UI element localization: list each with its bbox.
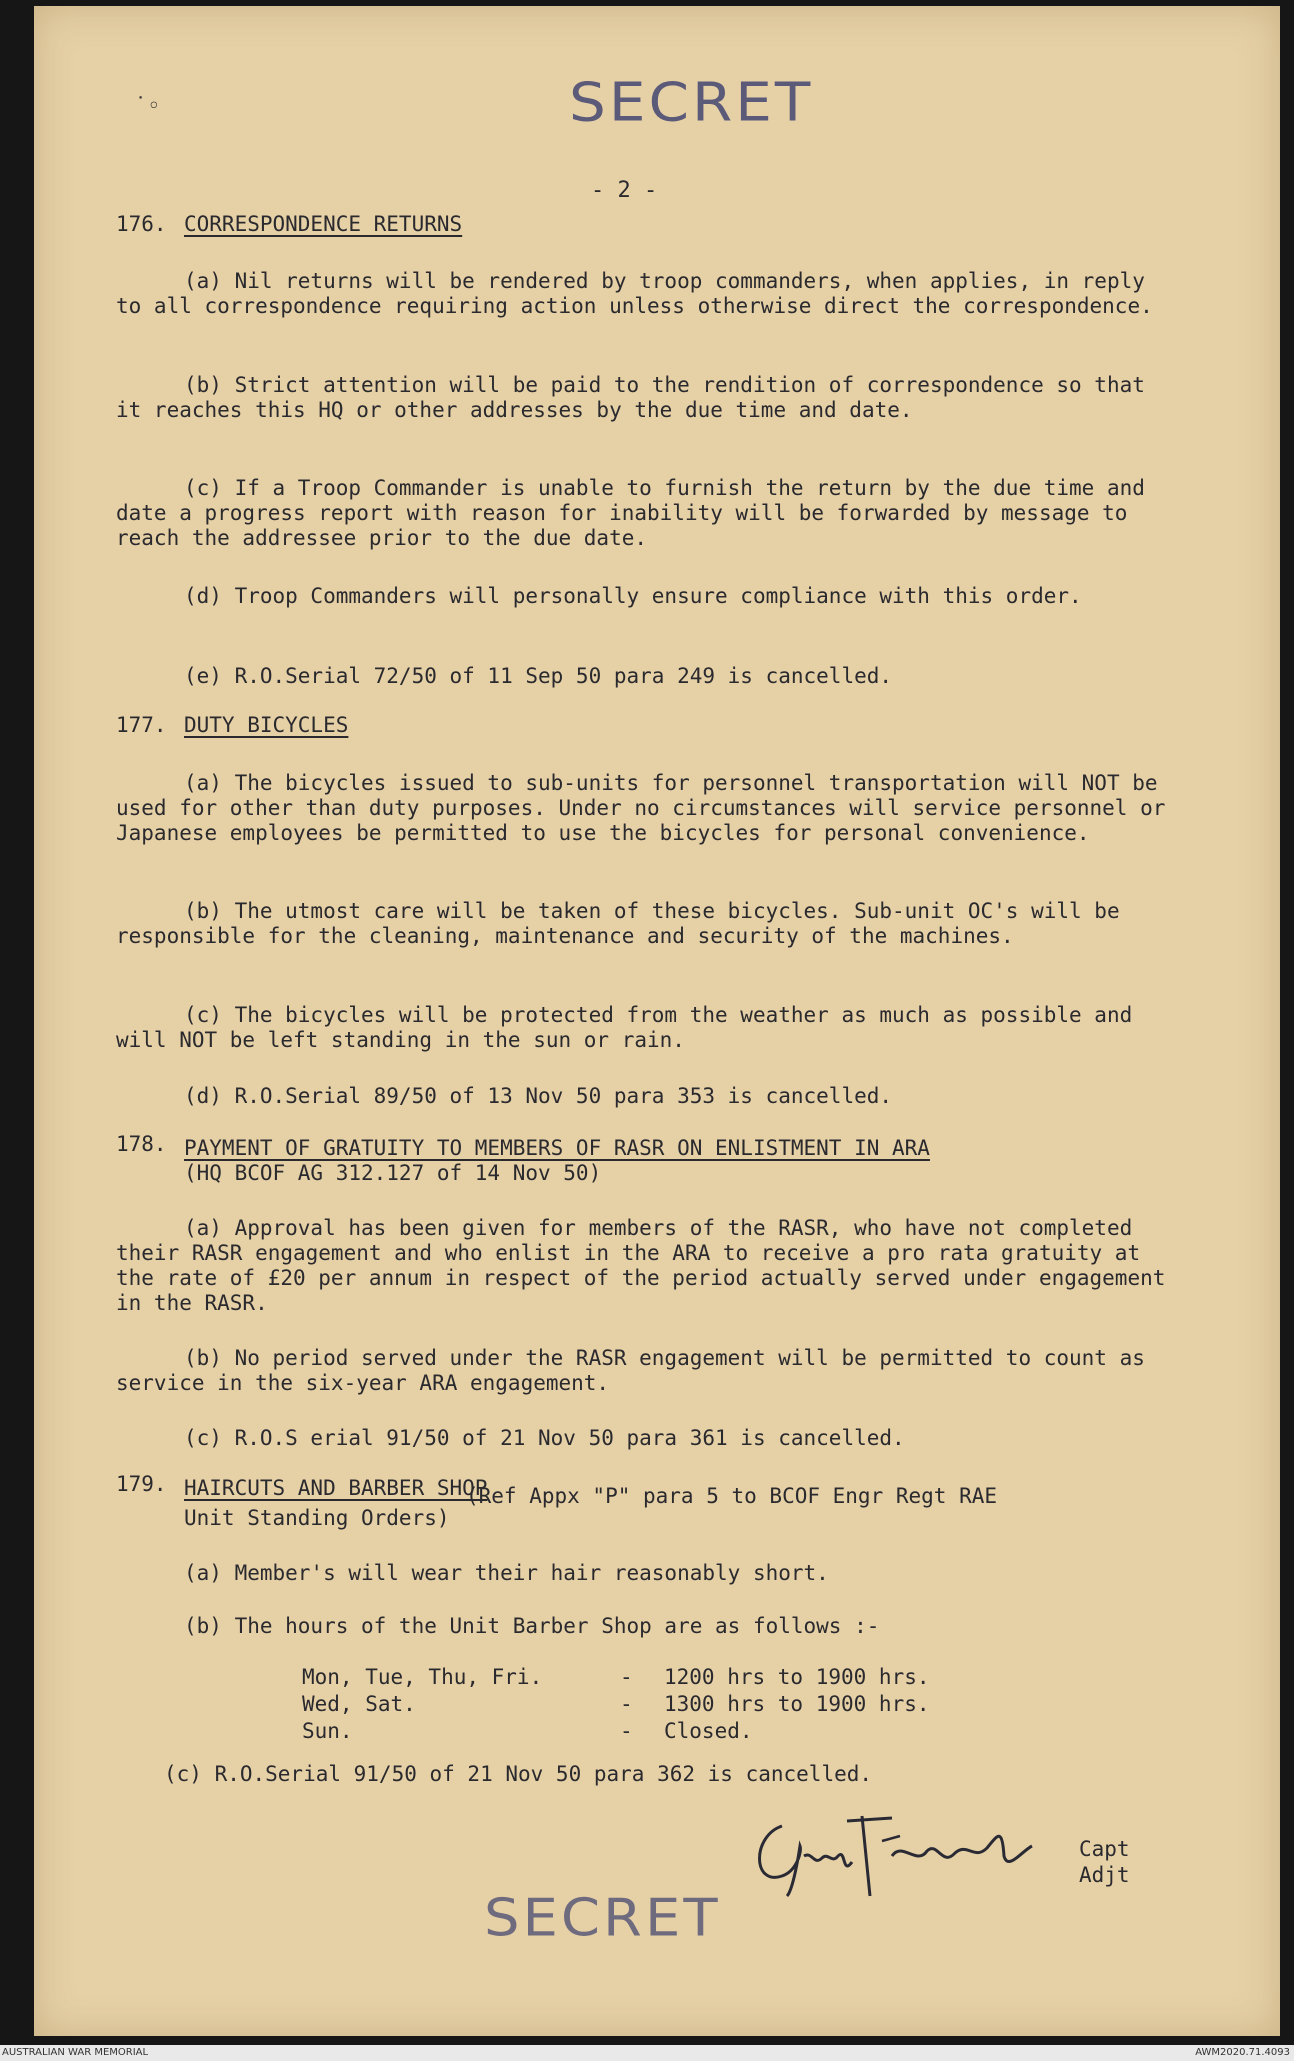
- section-179-number: 179.: [116, 1472, 167, 1496]
- section-177-para-a: (a) The bicycles issued to sub-units for personnel transportation will NOT be used for other than duty purposes. Under no circumstances will service personnel or Japanese employees be permitted to use the bicycles for personal convenience.: [116, 771, 1166, 845]
- section-176-number: 176.: [116, 212, 167, 236]
- barber-hours-days: Sun.: [302, 1719, 353, 1743]
- ink-mark: ˙◦: [134, 94, 161, 119]
- barber-hours-time: 1200 hrs to 1900 hrs.: [664, 1665, 930, 1689]
- signature-rank: [1079, 1836, 1130, 1888]
- footer-catalogue-id: AWM2020.71.4093: [1195, 2047, 1290, 2058]
- section-178-number: 178.: [116, 1132, 167, 1156]
- section-177-number: 177.: [116, 713, 167, 737]
- barber-hours-time: 1300 hrs to 1900 hrs.: [664, 1692, 930, 1716]
- section-176-para-e: (e) R.O.Serial 72/50 of 11 Sep 50 para 249 is cancelled.: [184, 664, 893, 688]
- signature-role-adjt: Adjt: [1079, 1863, 1130, 1887]
- section-178-title: PAYMENT OF GRATUITY TO MEMBERS OF RASR ON ENLISTMENT IN ARA: [184, 1136, 930, 1160]
- section-177-para-b: (b) The utmost care will be taken of these bicycles. Sub-unit OC's will be responsible for the cleaning, maintenance and security of the machines.: [116, 899, 1120, 948]
- barber-hours-dash: -: [620, 1719, 633, 1743]
- section-178-subtitle: (HQ BCOF AG 312.127 of 14 Nov 50): [184, 1161, 602, 1185]
- footer-archive-name: AUSTRALIAN WAR MEMORIAL: [2, 2047, 149, 2058]
- section-176-para-d: (d) Troop Commanders will personally ensure compliance with this order.: [184, 584, 1082, 608]
- section-176-para-c: (c) If a Troop Commander is unable to furnish the return by the due time and date a progress report with reason for inability will be forwarded by message to reach the addressee prior to the due date.: [116, 476, 1145, 550]
- section-178-para-a: (a) Approval has been given for members of the RASR, who have not completed their RASR engagement and who enlist in the ARA to receive a pro rata gratuity at the rate of £20 per annum in respect of the period actually served under engagement in the RASR.: [116, 1216, 1166, 1315]
- section-178-para-b: (b) No period served under the RASR engagement will be permitted to count as service in the six-year ARA engagement.: [116, 1346, 1145, 1395]
- barber-hours-dash: -: [620, 1665, 633, 1689]
- secret-stamp-bottom: SECRET: [484, 1888, 721, 1949]
- handwritten-signature: [742, 1796, 1062, 1906]
- barber-hours-time: Closed.: [664, 1719, 753, 1743]
- section-177-para-c: (c) The bicycles will be protected from the weather as much as possible and will NOT be left standing in the sun or rain.: [116, 1003, 1133, 1052]
- barber-hours-row: [302, 1691, 930, 1718]
- section-179-title-ref: (Ref Appx "P" para 5 to BCOF Engr Regt RAE: [466, 1484, 998, 1508]
- page-number: - 2 -: [591, 178, 658, 203]
- section-179-title: HAIRCUTS AND BARBER SHOP: [184, 1476, 488, 1500]
- barber-hours-days: Wed, Sat.: [302, 1692, 416, 1716]
- document-page: [34, 6, 1280, 2036]
- section-179-para-b: (b) The hours of the Unit Barber Shop are as follows :-: [184, 1614, 880, 1638]
- section-178-para-c: (c) R.O.S erial 91/50 of 21 Nov 50 para 361 is cancelled.: [184, 1426, 905, 1450]
- barber-hours-days: Mon, Tue, Thu, Fri.: [302, 1665, 543, 1689]
- secret-stamp-top: SECRET: [569, 70, 814, 134]
- barber-hours-row: [302, 1718, 930, 1745]
- section-176-para-b: (b) Strict attention will be paid to the rendition of correspondence so that it reaches this HQ or other addresses by the due time and date.: [116, 373, 1145, 422]
- barber-hours-row: [302, 1664, 930, 1691]
- barber-hours-table: [302, 1664, 930, 1745]
- section-179-title-ref-cont: Unit Standing Orders): [184, 1506, 450, 1530]
- signature-rank-capt: Capt: [1079, 1837, 1130, 1861]
- section-176-title: CORRESPONDENCE RETURNS: [184, 212, 463, 236]
- barber-hours-dash: -: [620, 1692, 633, 1716]
- section-177-para-d: (d) R.O.Serial 89/50 of 13 Nov 50 para 353 is cancelled.: [184, 1084, 893, 1108]
- section-177-title: DUTY BICYCLES: [184, 713, 349, 737]
- section-179-para-c: (c) R.O.Serial 91/50 of 21 Nov 50 para 362 is cancelled.: [164, 1762, 873, 1786]
- section-176-para-a: (a) Nil returns will be rendered by troop commanders, when applies, in reply to all correspondence requiring action unless otherwise direct the correspondence.: [116, 269, 1153, 318]
- section-179-para-a: (a) Member's will wear their hair reasonably short.: [184, 1561, 829, 1585]
